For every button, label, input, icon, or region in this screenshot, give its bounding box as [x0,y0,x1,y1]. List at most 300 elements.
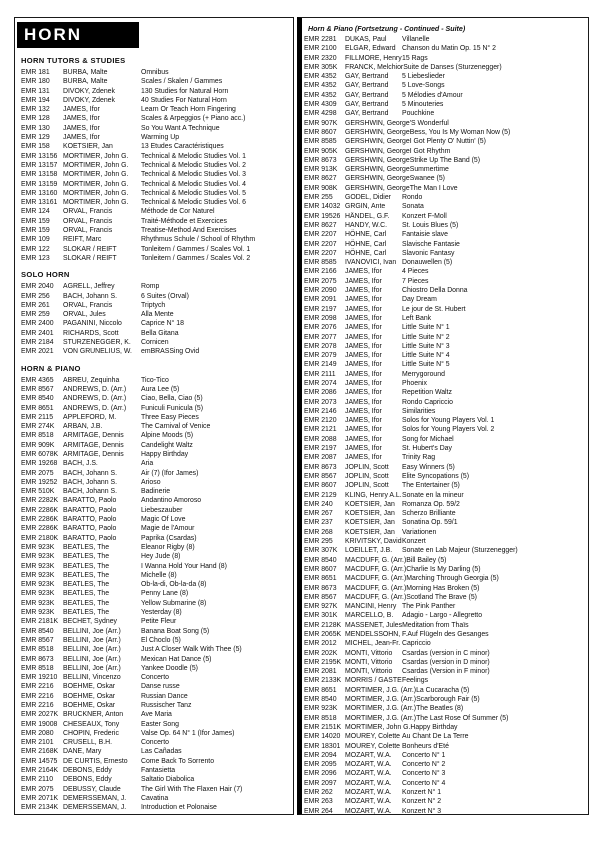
composer-name: BACH, Johann S. [63,488,118,496]
emr-code: EMR 923K [21,609,55,617]
composer-name: GAY, Bertrand [345,91,389,99]
catalog-row [304,267,585,276]
work-title: Konzert [402,538,426,546]
composer-name: KOETSIER, Jan [345,500,395,508]
work-title: Paprika (Csardas) [141,534,197,542]
emr-code: EMR 2166 [304,268,337,276]
emr-code: EMR 2282K [21,497,59,505]
emr-code: EMR 132 [21,106,50,114]
emr-code: EMR 180 [21,78,50,86]
work-title: Penny Lane (8) [141,590,189,598]
composer-name: ARMITAGE, Dennis [63,450,124,458]
emr-code: EMR 8627 [304,175,337,183]
composer-name: DEBUSSY, Claude [63,785,121,793]
emr-code: EMR 14020 [304,733,341,741]
continuation-header: Horn & Piano (Fortsetzung - Continued - Suite) [308,25,466,33]
work-title: Meditation from Thaïs [402,621,469,629]
catalog-row [304,360,585,369]
emr-code: EMR 2094 [304,751,337,759]
emr-code: EMR 8518 [21,432,54,440]
catalog-row [304,277,585,286]
work-title: Little Suite N° 4 [402,352,450,360]
catalog-row [304,435,585,444]
composer-name: JAMES, Ifor [345,417,382,425]
emr-code: EMR 8585 [304,138,337,146]
emr-code: EMR 2134K [21,804,59,812]
emr-code: EMR 6078K [21,450,59,458]
work-title: Romanza Op. 59/2 [402,500,460,508]
emr-code: EMR 13156 [21,152,58,160]
catalog-row [21,766,290,775]
work-title: Morning Has Broken (5) [406,584,480,592]
emr-code: EMR 2012 [304,640,337,648]
emr-code: EMR 2133K [304,677,342,685]
emr-code: EMR 305K [304,63,338,71]
composer-name: DIVOKY, Zdenek [63,96,115,104]
emr-code: EMR 923K [21,553,55,561]
work-title: Konzert F-Moll [402,212,447,220]
catalog-row [21,180,290,189]
work-title: Fantaisie slave [402,231,448,239]
work-title: Magic Of Love [141,516,186,524]
work-title: Rhythmus Schule / School of Rhythm [141,236,256,244]
composer-name: MORTIMER, J.G. (Arr.) [345,714,417,722]
work-title: emBRASSing Ovid [141,348,200,356]
work-title: So You Want A Technique [141,124,220,132]
emr-code: EMR 923K [304,705,338,713]
catalog-row [304,91,585,100]
emr-code: EMR 8673 [21,655,54,663]
composer-name: JAMES, Ifor [345,454,382,462]
composer-name: MONTI, Vittorio [345,649,393,657]
work-title: The Pink Panther [402,603,456,611]
work-title: Air (7) (Ifor James) [141,469,199,477]
catalog-row [21,152,290,161]
work-title: Repetition Waltz [402,389,452,397]
composer-name: MOZART, W.A. [345,761,392,769]
work-title: Caprice N° 18 [141,320,184,328]
work-title: Day Dream [402,296,437,304]
work-title: Bonheurs d'Eté [402,742,449,750]
work-title: Candelight Waltz [141,441,193,449]
emr-code: EMR 2090 [304,287,337,295]
composer-name: BEATLES, The [63,562,110,570]
work-title: The Carnival of Venice [141,423,211,431]
emr-code: EMR 19210 [21,674,58,682]
emr-code: EMR 4309 [304,101,337,109]
catalog-row [21,431,290,440]
emr-code: EMR 202K [304,649,338,657]
work-title: Magie de l'Amour [141,525,195,533]
composer-name: DIVOKY, Zdenek [63,87,115,95]
composer-name: MORTIMER, John G. [63,152,129,160]
catalog-row [21,68,290,77]
section-heading-horn-piano: HORN & PIANO [21,363,81,373]
work-title: Michelle (8) [141,571,177,579]
work-title: Sonatina Op. 59/1 [402,519,458,527]
work-title: St. Louis Blues (5) [402,221,459,229]
emr-code: EMR 2400 [21,320,54,328]
catalog-row [21,114,290,123]
work-title: Alpine Moods (5) [141,432,194,440]
composer-name: BARATTO, Paolo [63,506,117,514]
catalog-row [21,682,290,691]
composer-name: GERSHWIN, George [345,119,410,127]
emr-code: EMR 158 [21,143,50,151]
catalog-row [304,109,585,118]
work-title: 5 Minouteries [402,101,444,109]
work-title: Le jour de St. Hubert [402,305,466,313]
emr-code: EMR 130 [21,124,50,132]
composer-name: KOETSIER, Jan [345,528,395,536]
catalog-row [304,221,585,230]
catalog-row [21,636,290,645]
work-title: Bill Bailey (5) [406,556,447,564]
work-title: 15 Rags [402,54,428,62]
composer-name: DEBONS, Eddy [63,767,112,775]
work-title: Traité-Méthode et Exercices [141,217,227,225]
catalog-row [21,310,290,319]
catalog-row [21,292,290,301]
work-title: Slavische Fantasie [402,240,460,248]
emr-code: EMR 263 [304,798,333,806]
work-title: Russischer Tanz [141,702,192,709]
composer-name: JAMES, Ifor [345,389,382,397]
catalog-row [21,347,290,356]
composer-name: JAMES, Ifor [345,361,382,369]
work-title: Warming Up [141,134,180,142]
work-title: Csardas (Version in F minor) [402,668,490,676]
work-title: Tonleitern / Gammes / Scales Vol. 2 [141,254,251,262]
composer-name: JAMES, Ifor [63,124,100,132]
work-title: Konzert N° 2 [402,798,442,806]
work-title: 130 Studies for Natural Horn [141,87,229,95]
composer-name: JAMES, Ifor [345,277,382,285]
composer-name: GRGIN, Ante [345,203,386,211]
work-title: Villanelle [402,36,430,43]
work-title: Happy Birthday [410,723,458,731]
composer-name: BELLINI, Joe (Arr.) [63,646,121,654]
emr-code: EMR 2181K [21,618,59,626]
emr-code: EMR 19252 [21,478,58,486]
emr-code: EMR 181 [21,69,50,76]
catalog-row [304,593,585,602]
catalog-row [304,35,585,44]
catalog-rows-horn-piano [21,376,290,813]
composer-name: ANDREWS, D. (Arr.) [63,385,127,393]
work-title: Treatise-Method And Exercises [141,227,237,235]
emr-code: EMR 923K [21,599,55,607]
catalog-row [304,44,585,53]
work-title: Saltatio Diabolica [141,776,195,784]
emr-code: EMR 2076 [304,324,337,332]
work-title: Las Cañadas [141,748,182,756]
catalog-row [304,491,585,500]
emr-code: EMR 4352 [304,82,337,90]
composer-name: HANDY, W.C. [345,221,387,229]
emr-code: EMR 240 [304,500,333,508]
composer-name: IVANOVICI, Ivan [345,259,397,267]
work-title: Rondo [402,194,423,202]
emr-code: EMR 905K [304,147,338,155]
work-title: Cornicen [141,339,169,347]
catalog-row [21,729,290,738]
composer-name: MORRIS / GASTE [345,677,402,685]
catalog-row [21,757,290,766]
emr-code: EMR 274K [21,423,55,431]
composer-name: GERSHWIN, George [345,138,410,146]
composer-name: STURZENEGGER, K. [63,339,131,347]
catalog-row [21,198,290,207]
work-title: Alla Mente [141,311,174,319]
work-title: Andantino Amoroso [141,497,202,505]
work-title: Triptych [141,301,166,309]
catalog-row [21,775,290,784]
catalog-row [304,249,585,258]
catalog-row [304,398,585,407]
composer-name: CRUSELL, B.H. [63,739,113,747]
composer-name: MORTIMER, J.G. (Arr.) [345,705,417,713]
work-title: Scherzo Brilliante [402,510,456,518]
work-title: Sonate en Lab Majeur (Sturzenegger) [402,547,518,555]
catalog-row [304,676,585,685]
catalog-row [304,584,585,593]
catalog-row [21,673,290,682]
emr-code: EMR 2207 [304,231,337,239]
emr-code: EMR 13160 [21,189,58,197]
emr-code: EMR 8567 [304,472,337,480]
work-title: I Wanna Hold Your Hand (8) [141,562,227,570]
catalog-row [304,137,585,146]
emr-code: EMR 927K [304,603,338,611]
catalog-row [304,295,585,304]
composer-name: ARMITAGE, Dennis [63,441,124,449]
work-title: Scarborough Fair (5) [416,696,480,704]
composer-name: DUKAS, Paul [345,36,387,43]
composer-name: GAY, Bertrand [345,101,389,109]
work-title: Chanson du Matin Op. 15 N° 2 [402,45,496,53]
work-title: Auf Flügeln des Gesanges [407,631,489,638]
composer-name: MOZART, W.A. [345,798,392,806]
composer-name: MACDUFF, G. (Arr.) [345,556,407,564]
catalog-row [304,769,585,778]
catalog-row [304,416,585,425]
emr-code: EMR 2195K [304,658,342,666]
work-title: Arioso [141,478,161,486]
catalog-row [304,658,585,667]
work-title: Russian Dance [141,692,188,700]
work-title: Solos for Young Players Vol. 1 [402,417,495,425]
work-title: Little Suite N° 5 [402,361,450,369]
composer-name: JAMES, Ifor [63,134,100,142]
composer-name: ANDREWS, D. (Arr.) [63,404,127,412]
work-title: Funiculi Funicula (5) [141,404,204,412]
composer-name: BACH, Johann S. [63,478,118,486]
emr-code: EMR 8567 [21,636,54,644]
emr-code: EMR 923K [21,543,55,551]
catalog-row [304,463,585,472]
work-title: Slavonic Fantasy [402,249,455,257]
work-title: Scotland The Brave (5) [406,593,477,601]
emr-code: EMR 2075 [21,785,54,793]
work-title: Left Bank [402,314,432,322]
catalog-row [21,487,290,496]
work-title: Happy Birthday [141,450,189,458]
work-title: Omnibus [141,69,169,76]
catalog-row [304,807,585,816]
emr-code: EMR 262 [304,789,333,797]
composer-name: JOPLIN, Scott [345,482,389,490]
catalog-row [21,441,290,450]
emr-code: EMR 14032 [304,203,341,211]
work-title: Solos for Young Players Vol. 2 [402,426,495,434]
emr-code: EMR 923K [21,562,55,570]
composer-name: MORTIMER, John G. [63,171,129,179]
work-title: Capriccio [402,640,431,648]
emr-code: EMR 2216 [21,692,54,700]
work-title: Pouchkine [402,110,435,118]
emr-code: EMR 2401 [21,329,54,337]
composer-name: VON GRUNELIUS, W. [63,348,132,356]
catalog-row [21,245,290,254]
emr-code: EMR 123 [21,254,50,262]
work-title: Csardas (version in C minor) [402,649,490,657]
composer-name: GAY, Bertrand [345,73,389,81]
work-title: 5 Mélodies d'Amour [402,91,463,99]
catalog-row [304,481,585,490]
emr-code: EMR 109 [21,236,50,244]
work-title: Bess, You Is My Woman Now (5) [409,128,511,136]
composer-name: JAMES, Ifor [345,435,382,443]
work-title: Concerto N° 4 [402,779,446,787]
composer-name: BURBA, Malte [63,78,108,86]
catalog-row [21,608,290,617]
composer-name: MORTIMER, J.G. (Arr.) [345,686,417,694]
composer-name: GERSHWIN, George [345,166,410,174]
catalog-row [304,119,585,128]
catalog-row [21,189,290,198]
catalog-row [21,506,290,515]
emr-code: EMR 2320 [304,54,337,62]
catalog-row [304,611,585,620]
composer-name: BEATLES, The [63,599,110,607]
composer-name: BURBA, Malte [63,69,108,76]
catalog-row [304,147,585,156]
emr-code: EMR 261 [21,301,50,309]
catalog-row [304,788,585,797]
emr-code: EMR 2115 [21,413,54,421]
catalog-row [304,797,585,806]
emr-code: EMR 295 [304,538,333,546]
emr-code: EMR 2216 [21,683,54,691]
composer-name: BARATTO, Paolo [63,497,117,505]
work-title: Trinity Rag [402,454,436,462]
emr-code: EMR 256 [21,292,50,300]
composer-name: MACDUFF, G. (Arr.) [345,584,407,592]
emr-code: EMR 908K [304,184,338,192]
catalog-row [304,314,585,323]
catalog-row [21,617,290,626]
composer-name: MACDUFF, G. (Arr.) [345,575,407,583]
composer-name: BOEHME, Oskar [63,683,116,691]
work-title: Danse russe [141,683,180,691]
catalog-row [304,472,585,481]
work-title: Technical & Melodic Studies Vol. 3 [141,171,246,179]
catalog-row [21,692,290,701]
catalog-row [304,602,585,611]
emr-code: EMR 8607 [304,128,337,136]
work-title: El Choclo (5) [141,636,181,644]
catalog-row [21,534,290,543]
composer-name: ORVAL, Francis [63,301,113,309]
emr-code: EMR 13159 [21,180,58,188]
composer-name: BELLINI, Joe (Arr.) [63,664,121,672]
catalog-row [304,453,585,462]
catalog-rows-horn-piano-continued [304,35,585,816]
composer-name: JAMES, Ifor [345,370,382,378]
catalog-row [304,351,585,360]
catalog-row [304,556,585,565]
catalog-row [21,589,290,598]
composer-name: BARATTO, Paolo [63,516,117,524]
work-title: Konzert N° 3 [402,807,442,815]
composer-name: MORTIMER, John G. [345,723,411,731]
composer-name: MOZART, W.A. [345,751,392,759]
emr-code: EMR 19008 [21,720,58,728]
emr-code: EMR 8567 [21,385,54,393]
emr-code: EMR 2151K [304,723,342,731]
composer-name: JAMES, Ifor [63,115,100,123]
catalog-row [21,738,290,747]
catalog-row [21,543,290,552]
composer-name: JAMES, Ifor [345,324,382,332]
work-title: 'S Wonderful [409,119,449,127]
catalog-row [304,667,585,676]
emr-code: EMR 4298 [304,110,337,118]
emr-code: EMR 8540 [21,627,54,635]
work-title: Scales & Arpeggios (+ Piano acc.) [141,115,246,123]
emr-code: EMR 124 [21,208,50,216]
catalog-row [21,235,290,244]
work-title: Just A Closer Walk With Thee (5) [141,646,242,654]
composer-name: MORTIMER, John G. [63,180,129,188]
catalog-row [21,217,290,226]
catalog-rows-solo-horn [21,282,290,356]
emr-code: EMR 2079 [304,352,337,360]
composer-name: MOZART, W.A. [345,789,392,797]
work-title: Strike Up The Band (5) [409,156,481,164]
emr-code: EMR 2207 [304,249,337,257]
emr-code: EMR 2184 [21,339,54,347]
catalog-row [304,156,585,165]
work-title: Little Suite N° 3 [402,342,450,350]
work-title: Cavatina [141,794,169,802]
emr-code: EMR 13161 [21,199,58,207]
work-title: Ob-la-di, Ob-la-da (8) [141,581,207,589]
composer-name: PAGANINI, Niccolo [63,320,122,328]
catalog-row [304,333,585,342]
composer-name: BOEHME, Oskar [63,692,116,700]
catalog-row [21,496,290,505]
work-title: Banana Boat Song (5) [141,627,210,635]
composer-name: FRANCK, Melchior [345,63,404,71]
emr-code: EMR 4352 [304,73,337,81]
work-title: Adagio - Largo - Allegretto [402,612,483,620]
emr-code: EMR 2101 [21,739,54,747]
catalog-row [21,254,290,263]
composer-name: GERSHWIN, George [345,184,410,192]
catalog-row [304,323,585,332]
